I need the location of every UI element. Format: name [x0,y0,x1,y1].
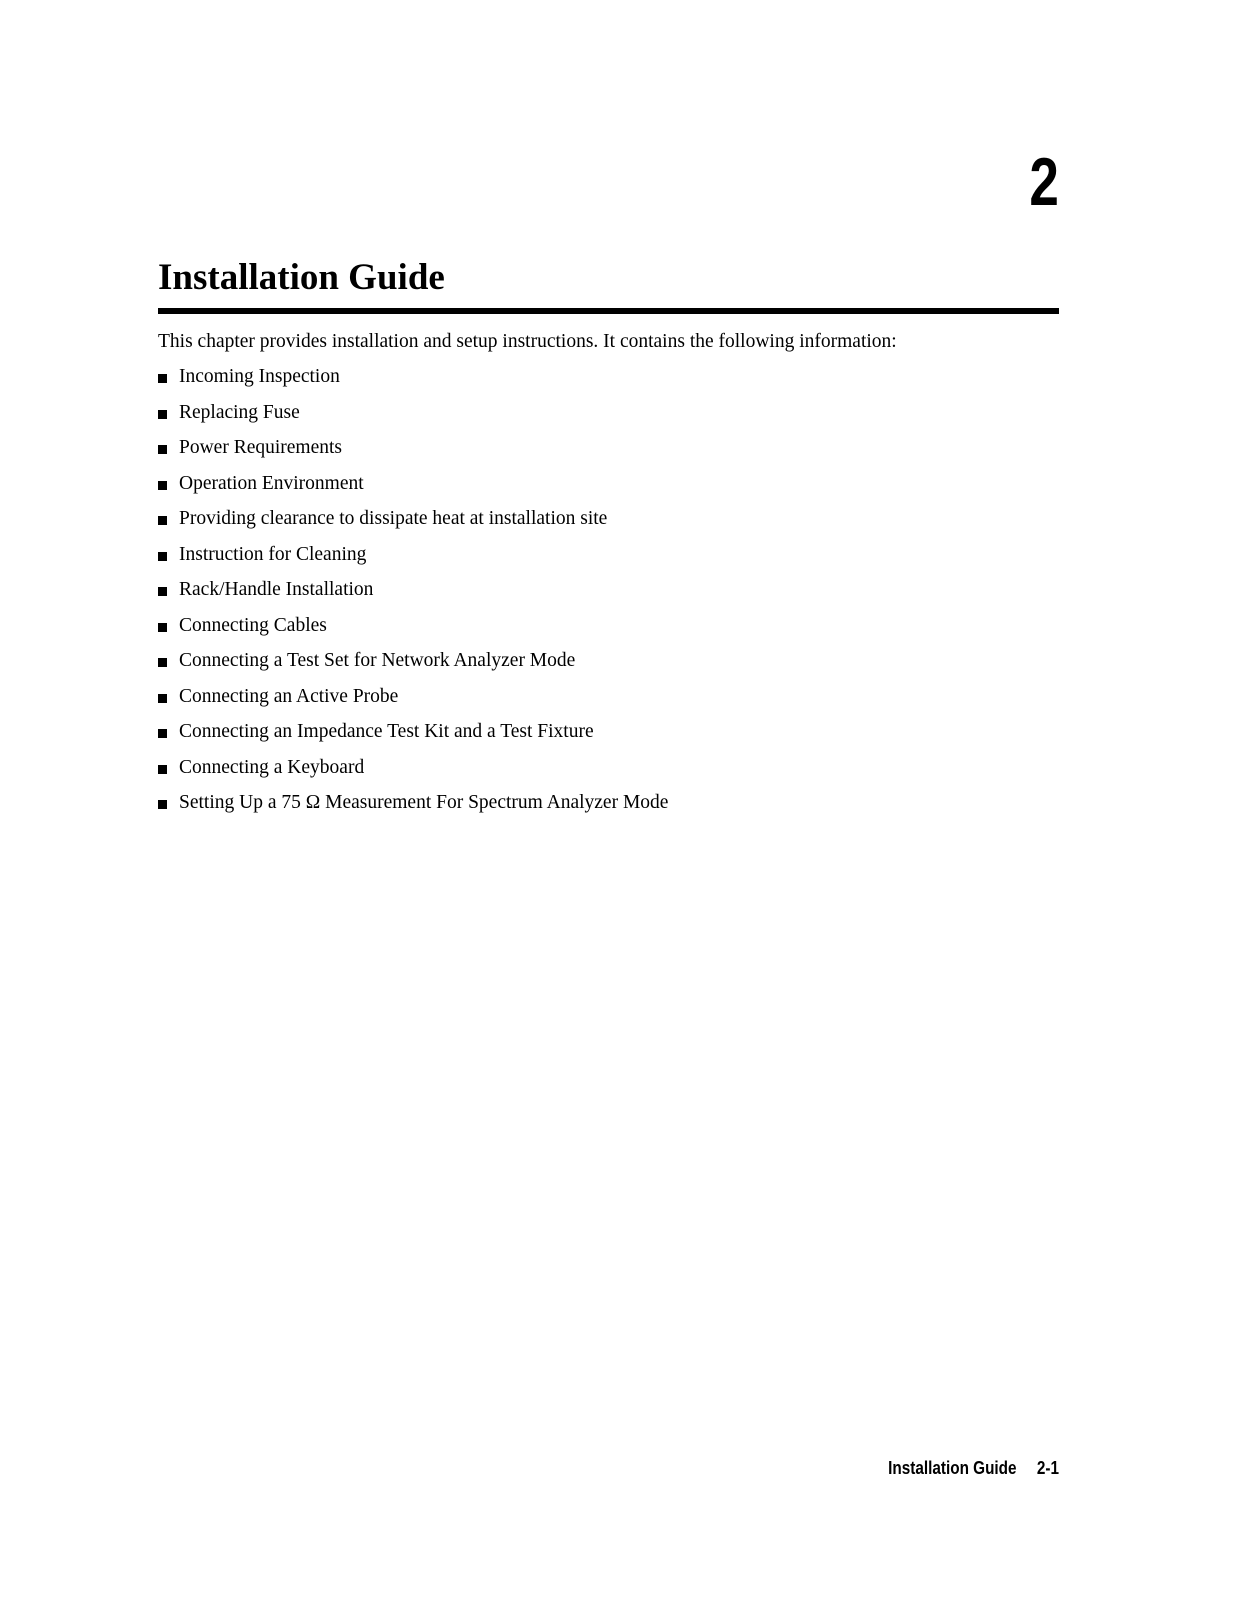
square-bullet-icon [158,800,167,809]
footer-section-title: Installation Guide [888,1458,1017,1478]
square-bullet-icon [158,765,167,774]
square-bullet-icon [158,729,167,738]
list-item-text: Connecting a Keyboard [179,756,365,778]
list-item-text: Setting Up a 75 Ω Measurement For Spectrum Analyzer Mode [179,792,669,813]
square-bullet-icon [158,374,167,383]
list-item [158,578,668,614]
square-bullet-icon [158,516,167,525]
list-item [158,543,668,579]
list-item-text: Incoming Inspection [179,366,340,387]
list-item [158,649,668,685]
list-item [158,401,668,437]
square-bullet-icon [158,658,167,667]
list-item-text: Connecting Cables [179,614,327,636]
square-bullet-icon [158,623,167,632]
list-item [158,614,668,650]
list-item [158,791,668,827]
list-item-text: Instruction for Cleaning [179,543,367,565]
list-item [158,365,668,401]
list-item-text: Rack/Handle Installation [179,579,374,600]
square-bullet-icon [158,587,167,596]
list-item [158,472,668,508]
square-bullet-icon [158,481,167,490]
square-bullet-icon [158,694,167,703]
square-bullet-icon [158,445,167,454]
list-item [158,685,668,721]
list-item-text: Connecting a Test Set for Network Analyzer Mode [179,650,576,671]
list-item-text: Operation Environment [179,472,364,494]
intro-paragraph: This chapter provides installation and setup instructions. It contains the following information: [158,331,897,352]
list-item-text: Providing clearance to dissipate heat at installation site [179,508,608,529]
chapter-number: 2 [1029,144,1059,220]
square-bullet-icon [158,410,167,419]
list-item [158,436,668,472]
topic-list [158,365,668,827]
list-item-text: Replacing Fuse [179,401,300,423]
square-bullet-icon [158,552,167,561]
title-rule [158,308,1059,314]
list-item-text: Power Requirements [179,437,343,458]
chapter-title: Installation Guide [158,257,445,298]
list-item [158,507,668,543]
list-item-text: Connecting an Impedance Test Kit and a Test Fixture [179,721,594,742]
list-item-text: Connecting an Active Probe [179,685,399,707]
list-item [158,756,668,792]
page-footer [888,1459,1059,1477]
list-item [158,720,668,756]
page-number: 2-1 [1036,1458,1059,1478]
